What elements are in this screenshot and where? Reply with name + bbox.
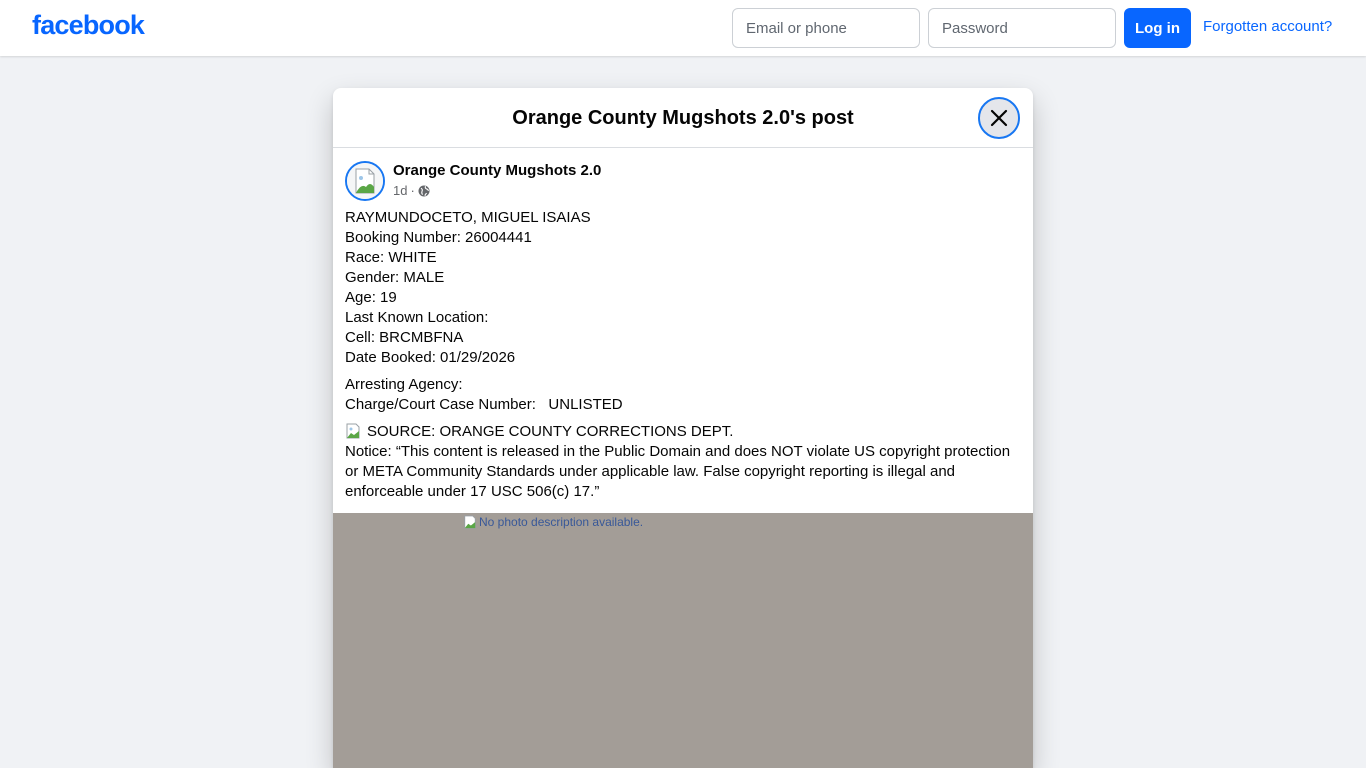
page-name[interactable]: Orange County Mugshots 2.0: [393, 162, 602, 179]
detail-line: Gender: MALE: [345, 269, 445, 286]
post-header: [345, 161, 1021, 201]
post-photo[interactable]: [333, 513, 1033, 768]
detail-line: Booking Number: 26004441: [345, 229, 532, 246]
close-button[interactable]: [978, 97, 1020, 139]
globe-icon: [418, 185, 430, 197]
source-notice: [345, 422, 1021, 502]
notice-text: Notice: “This content is released in the Public Domain and does NOT violate US copyright protection or META Community Standards under applicable law. False copyright reporting is illegal and enforceable under 17 USC 506(c) 17.”: [345, 443, 1011, 500]
page-avatar[interactable]: [345, 161, 385, 201]
facebook-logo[interactable]: facebook: [32, 10, 145, 40]
photo-alt-text: No photo description available.: [479, 515, 644, 529]
post-text: [345, 208, 1021, 509]
detail-line: Date Booked: 01/29/2026: [345, 349, 516, 366]
source-line: [345, 422, 1021, 442]
detail-line: Cell: BRCMBFNA: [345, 329, 464, 346]
broken-image-icon: [463, 515, 477, 529]
broken-image-icon: [347, 163, 383, 199]
agency-line: Arresting Agency:: [345, 376, 463, 393]
forgotten-account-link[interactable]: Forgotten account?: [1203, 18, 1333, 35]
post-dialog: [333, 88, 1033, 768]
source-text: SOURCE: ORANGE COUNTY CORRECTIONS DEPT.: [367, 423, 734, 440]
booking-details: [345, 208, 1021, 368]
email-field[interactable]: [732, 8, 920, 48]
broken-image-icon: [345, 423, 361, 439]
photo-alt: [463, 515, 643, 529]
post-meta: [393, 183, 430, 198]
close-icon: [990, 109, 1008, 127]
agency-details: [345, 375, 1021, 415]
detail-line: Age: 19: [345, 289, 397, 306]
dialog-title: Orange County Mugshots 2.0's post: [512, 107, 854, 129]
detail-line: Last Known Location:: [345, 309, 489, 326]
meta-separator: ·: [410, 183, 415, 198]
agency-line: Charge/Court Case Number: UNLISTED: [345, 396, 623, 413]
top-navigation-bar: [0, 0, 1366, 56]
detail-line: RAYMUNDOCETO, MIGUEL ISAIAS: [345, 209, 591, 226]
dialog-header: [333, 88, 1033, 148]
detail-line: Race: WHITE: [345, 249, 437, 266]
password-field[interactable]: [928, 8, 1116, 48]
login-button[interactable]: Log in: [1124, 8, 1191, 48]
post-time[interactable]: 1d: [393, 183, 408, 198]
